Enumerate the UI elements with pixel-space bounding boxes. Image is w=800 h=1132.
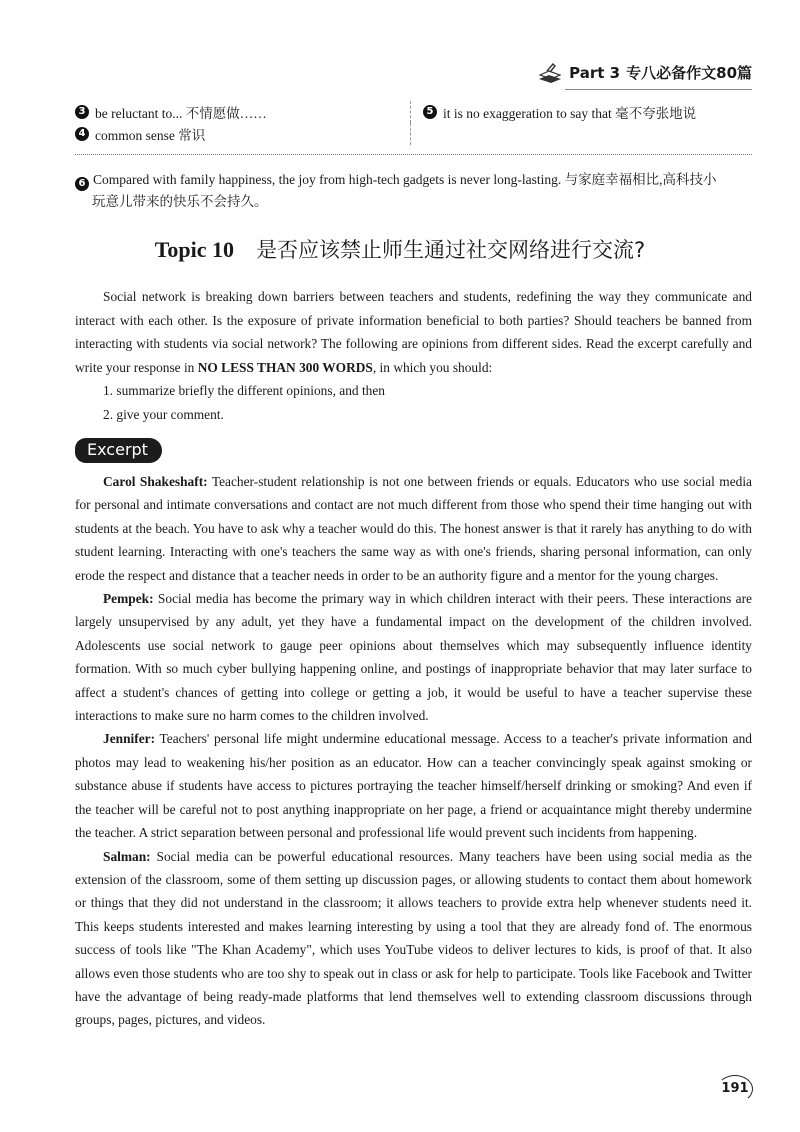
- tip-text: it is no exaggeration to say that 毫不夸张地说: [443, 106, 697, 121]
- number-badge: 6: [75, 177, 89, 191]
- opinion-paragraph: [75, 727, 752, 844]
- header-book-title: 专八必备作文80篇: [626, 64, 752, 82]
- opinion-paragraph: [75, 845, 752, 1032]
- book-stack-icon: [537, 63, 563, 83]
- header-part: Part 3: [569, 63, 621, 82]
- word-requirement: NO LESS THAN 300 WORDS: [197, 359, 373, 375]
- excerpt-body: [75, 470, 752, 1032]
- instruction-item-1: 1. summarize briefly the different opinions, and then: [103, 383, 385, 399]
- intro-text: Social network is breaking down barriers between teachers and students, redefining the way they communicate and interact with each other. Is the exposure of private information beneficial to both parties? Should teachers be banned from interacting with students via social network? The following are opinions from different sides. Read the excerpt carefully and write your response in: [75, 289, 752, 375]
- topic-title-zh: 是否应该禁止师生通过社交网络进行交流?: [256, 238, 646, 262]
- tip-3: [75, 102, 410, 122]
- speaker-name: Jennifer:: [103, 731, 156, 747]
- speaker-name: Pempek:: [103, 591, 154, 607]
- number-badge: 5: [423, 105, 437, 119]
- tip-text: be reluctant to... 不情愿做……: [95, 106, 267, 121]
- tip-5: [410, 101, 696, 123]
- number-badge: 3: [75, 105, 89, 119]
- tip-4: [75, 124, 410, 144]
- dotted-separator: [75, 154, 752, 155]
- instruction-item-2: 2. give your comment.: [103, 406, 224, 422]
- opinion-text: Teacher-student relationship is not one between friends or equals. Educators who use social media for personal and intimate conversations and contact are not much different from those who spend their time hanging out with students at the beach. You have to ask why a teacher would do this. The honest answer is that it rarely has anything to do with student learning. Interacting with one's teachers the same way as with one's friends, sharing personal information, can only erode the respect and distance that a teacher needs in order to be an authority figure and a mentor for the young charges.: [75, 474, 752, 583]
- tip-text: common sense 常识: [95, 128, 206, 143]
- topic-label: Topic 10: [154, 237, 235, 262]
- phrase-tips: [75, 101, 752, 145]
- speaker-name: Salman:: [103, 848, 151, 864]
- page-number: 191: [717, 1075, 753, 1103]
- speaker-name: Carol Shakeshaft:: [103, 474, 208, 489]
- header-rule: [565, 89, 752, 90]
- opinion-paragraph: [75, 587, 752, 727]
- task-instructions: [75, 285, 752, 427]
- tip6-line1: Compared with family happiness, the joy from high-tech gadgets is never long-lasting. 与家庭幸福相比,高科技小: [93, 172, 717, 187]
- tip6-line2: 玩意儿带来的快乐不会持久。: [92, 194, 268, 209]
- opinion-text: Social media has become the primary way in which children interact with their peers. These interactions are largely unsupervised by any adult, yet they have a fundamental impact on the development of the children involved. Adolescents use social network to gauge peer opinions about themselves which may subsequently influence identity formation. With so much cyber bullying happening online, and postings of inappropriate behavior that may later surface to affect a student's chances of getting into college or getting a job, it would be useful to have a teacher supervise these interactions to make sure no harm comes to the children involved.: [75, 591, 752, 724]
- tip-6: [75, 169, 752, 213]
- number-badge: 4: [75, 127, 89, 141]
- topic-title: [0, 234, 800, 264]
- intro-text-end: , in which you should:: [372, 359, 493, 375]
- tip-divider: [410, 123, 423, 145]
- excerpt-badge: Excerpt: [75, 438, 162, 463]
- opinion-text: Social media can be powerful educational resources. Many teachers have been using social media as the extension of the classroom, some of them setting up discussion pages, or allowing students to contact them about homework or things that they did not understand in the classroom; it allows teachers to provide extra help whenever students need it. This keeps students interested and makes learning interesting by using a tool that they are already fond of. The enormous success of tools like "The Khan Academy", which uses YouTube videos to deliver lectures to kids, is proof of that. It also allows even those students who are too shy to speak out in class or ask for help to participate. Tools like Facebook and Twitter have the advantage of being ready-made platforms that lend themselves well to extending classroom discussions through groups, pages, pictures, and videos.: [75, 848, 752, 1028]
- intro-paragraph: [75, 285, 752, 379]
- opinion-paragraph: [75, 470, 752, 587]
- opinion-text: Teachers' personal life might undermine educational message. Access to a teacher's private information and photos may lead to weakening his/her position as an educator. How can a teacher convincingly speak against smoking or substance abuse if students have access to pictures portraying the teacher himself/herself drinking or smoking? And even if the teacher will be careful not to post anything inappropriate on her page, a friend or acquaintance might thereby undermine the teacher. A strict separation between personal and professional life would prevent such incidents from happening.: [75, 731, 752, 841]
- running-header: [537, 62, 752, 83]
